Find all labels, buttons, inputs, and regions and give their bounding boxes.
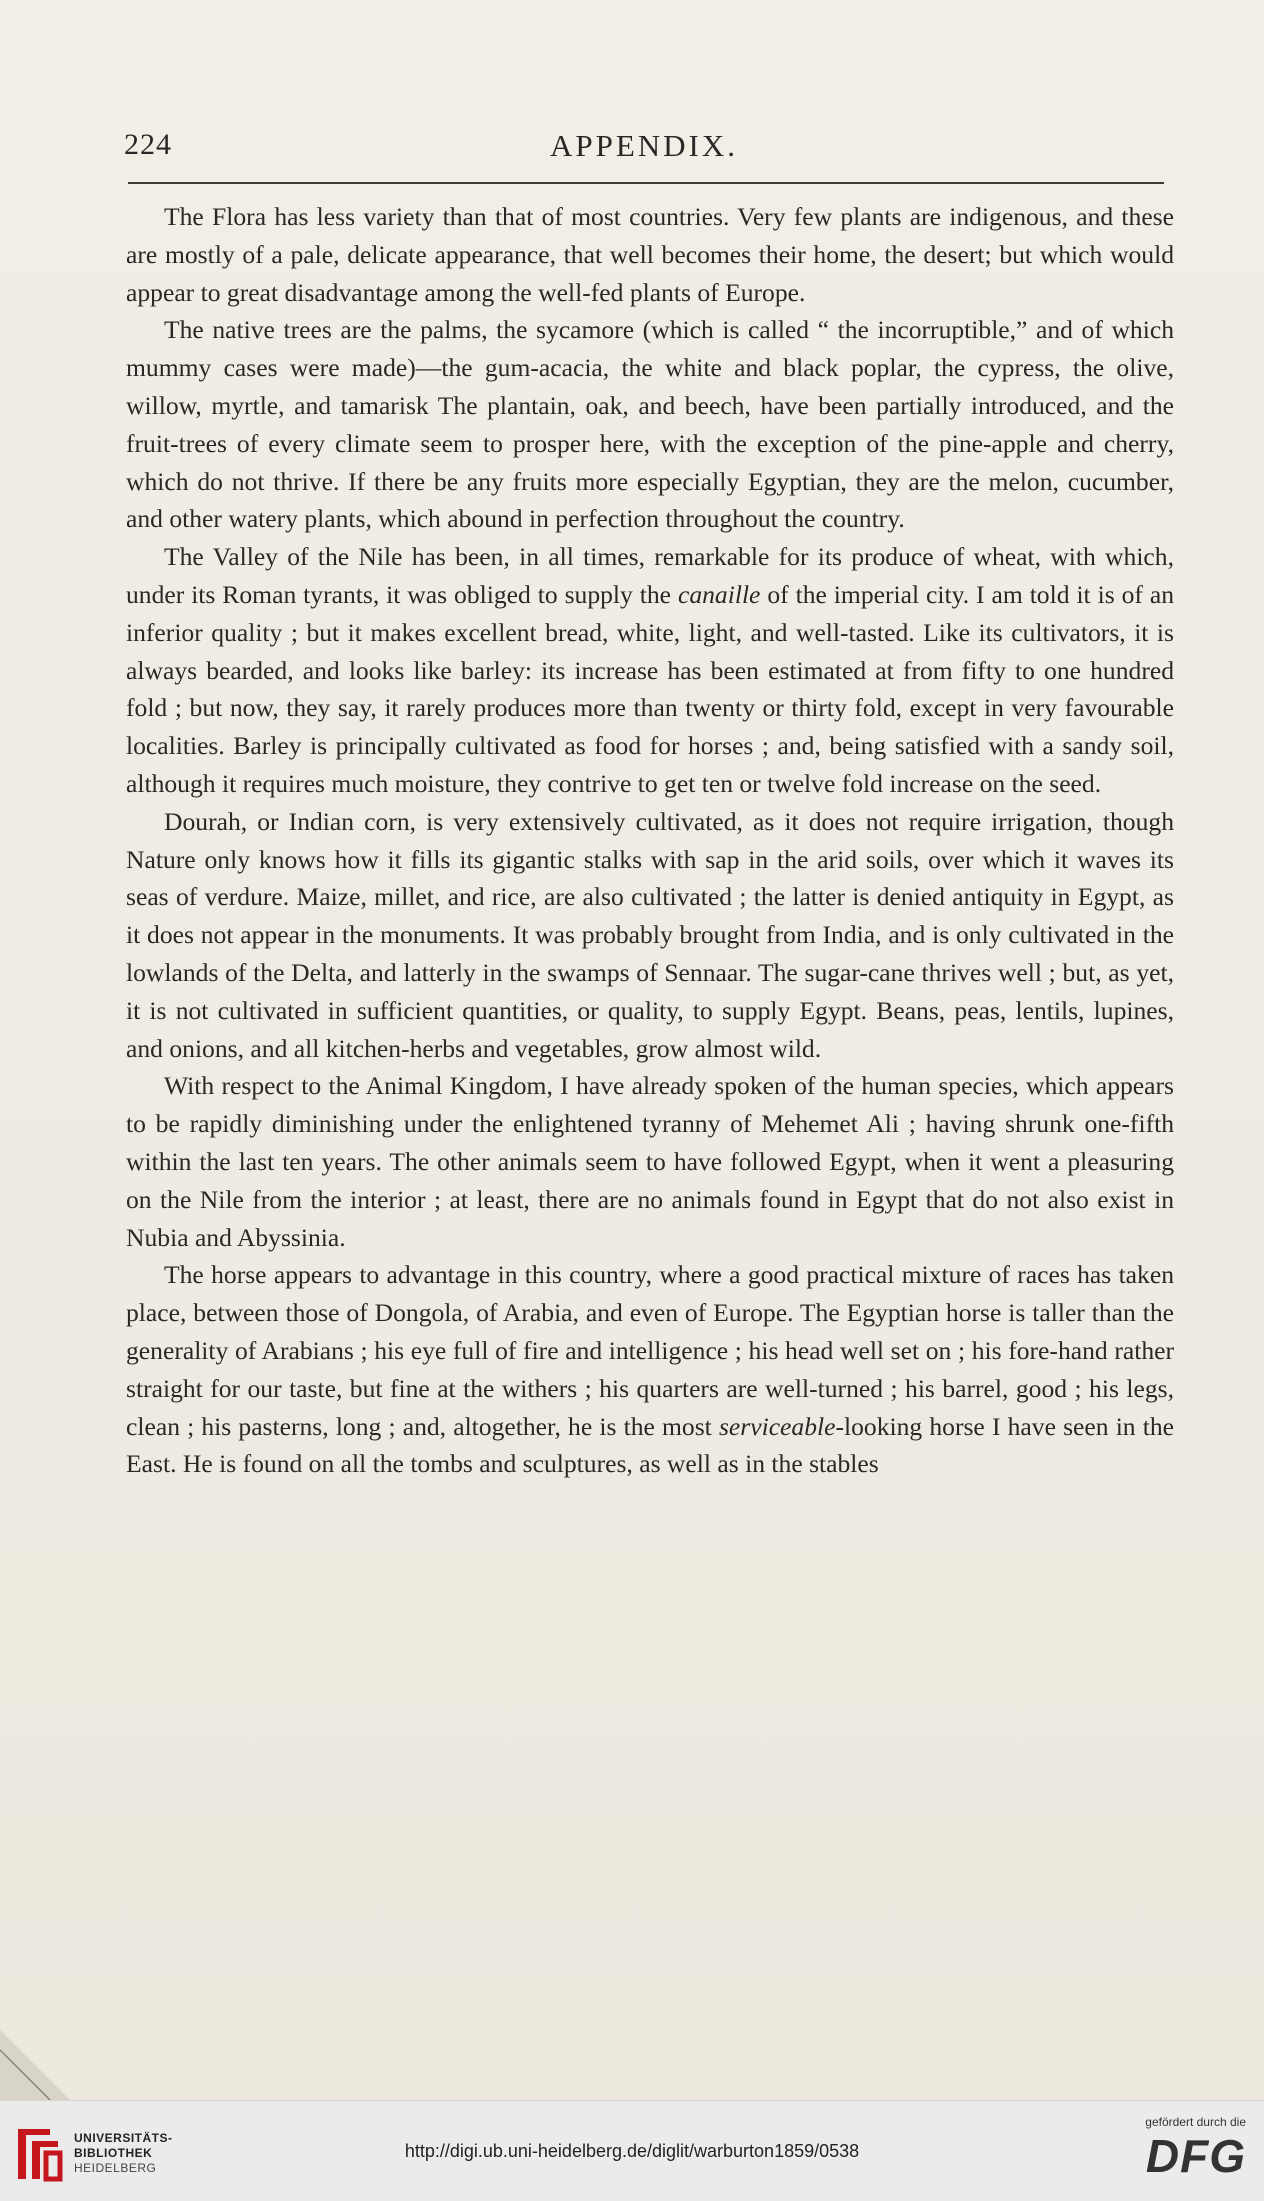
italic-serviceable: serviceable xyxy=(718,1411,836,1441)
paragraph-wheat-part-1: The Valley of the Nile has been, in all times, remarkable for its produce of wheat, with which, under its Roman tyrants, it was obliged to supply the xyxy=(126,542,1174,609)
permalink-url[interactable]: http://digi.ub.uni-heidelberg.de/diglit/warburton1859/0538 xyxy=(404,2141,860,2161)
body-text xyxy=(126,198,1174,1483)
funded-by-label: gefördert durch die xyxy=(1145,2115,1246,2129)
paragraph-horse-part-1: The horse appears to advantage in this country, where a good practical mixture of races has taken place, between those of Dongola, of Arabia, and even of Europe. The Egyptian horse is taller than the generality of Arabians ; his eye full of fire and intelligence ; his head well set on ; his fore-hand rather straight for our taste, but fine at the withers ; his quarters are well-turned ; his barrel, good ; his legs, clean ; his pasterns, long ; and, altogether, he is the most xyxy=(126,1260,1174,1441)
university-name-line-2: BIBLIOTHEK xyxy=(74,2146,153,2160)
running-head: APPENDIX. xyxy=(549,128,739,163)
dfg-funding-block xyxy=(1116,2115,1246,2182)
dfg-logo: DFG xyxy=(1145,2130,1246,2182)
paragraph-horse-part-2: -looking horse I have seen in the East. He is found on all the tombs and sculptures, as well as in the stables xyxy=(126,1411,1175,1479)
paragraph-trees: The native trees are the palms, the sycamore (which is called “ the incorruptible,” and of which mummy cases were made)—the gum-acacia, the white and black poplar, the cypress, the olive, willow, myrtle, and tamarisk The plantain, oak, and beech, have been partially introduced, and the fruit-trees of every climate seem to prosper here, with the exception of the pine-apple and cherry, which do not thrive. If there be any fruits more especially Egyptian, they are the melon, cucumber, and other watery plants, which abound in perfection throughout the country. xyxy=(126,315,1174,534)
page-header xyxy=(124,118,1164,178)
university-name-line-3: HEIDELBERG xyxy=(74,2161,157,2175)
paragraph-animal-kingdom: With respect to the Animal Kingdom, I have already spoken of the human species, which appears to be rapidly diminishing under the enlightened tyranny of Mehemet Ali ; having shrunk one-fifth within the last ten years. The other animals seem to have followed Egypt, when it went a pleasuring on the Nile from the interior ; at least, there are no animals found in Egypt that do not also exist in Nubia and Abyssinia. xyxy=(126,1071,1174,1252)
paragraph-dourah: Dourah, or Indian corn, is very extensively cultivated, as it does not require irrigation, though Nature only knows how it fills its gigantic stalks with sap in the arid soils, over which it waves its seas of verdure. Maize, millet, and rice, are also cultivated ; the latter is denied antiquity in Egypt, as it does not appear in the monuments. It was probably brought from India, and is only cultivated in the lowlands of the Delta, and latterly in the swamps of Sennaar. The sugar-cane thrives well ; but, as yet, it is not cultivated in sufficient quantities, or quality, to supply Egypt. Beans, peas, lentils, lupines, and onions, and all kitchen-herbs and vegetables, grow almost wild. xyxy=(126,806,1174,1063)
page-number: 224 xyxy=(124,128,172,161)
scan-page-corner xyxy=(0,2010,90,2100)
digitization-footer xyxy=(0,2100,1264,2201)
paragraph-flora: The Flora has less variety than that of most countries. Very few plants are indigenous, and these are mostly of a pale, delicate appearance, that well becomes their home, the desert; but which would appear to great disadvantage among the well-fed plants of Europe. xyxy=(126,202,1174,307)
paragraph-wheat-part-2: of the imperial city. I am told it is of an inferior quality ; but it makes excellent bread, white, light, and well-tasted. Like its cultivators, it is always bearded, and looks like barley: its increase has been estimated at from fifty to one hundred fold ; but now, they say, it rarely produces more than twenty or thirty fold, except in very favourable localities. Barley is principally cultivated as food for horses ; and, being satisfied with a sandy soil, although it requires much moisture, they contrive to get ten or twelve fold increase on the seed. xyxy=(126,579,1174,798)
italic-canaille: canaille xyxy=(677,579,761,609)
header-rule xyxy=(128,182,1164,184)
university-name-line-1: UNIVERSITÄTS- xyxy=(74,2131,173,2145)
paragraph-horse xyxy=(126,1256,1174,1483)
paragraph-wheat xyxy=(126,538,1174,803)
